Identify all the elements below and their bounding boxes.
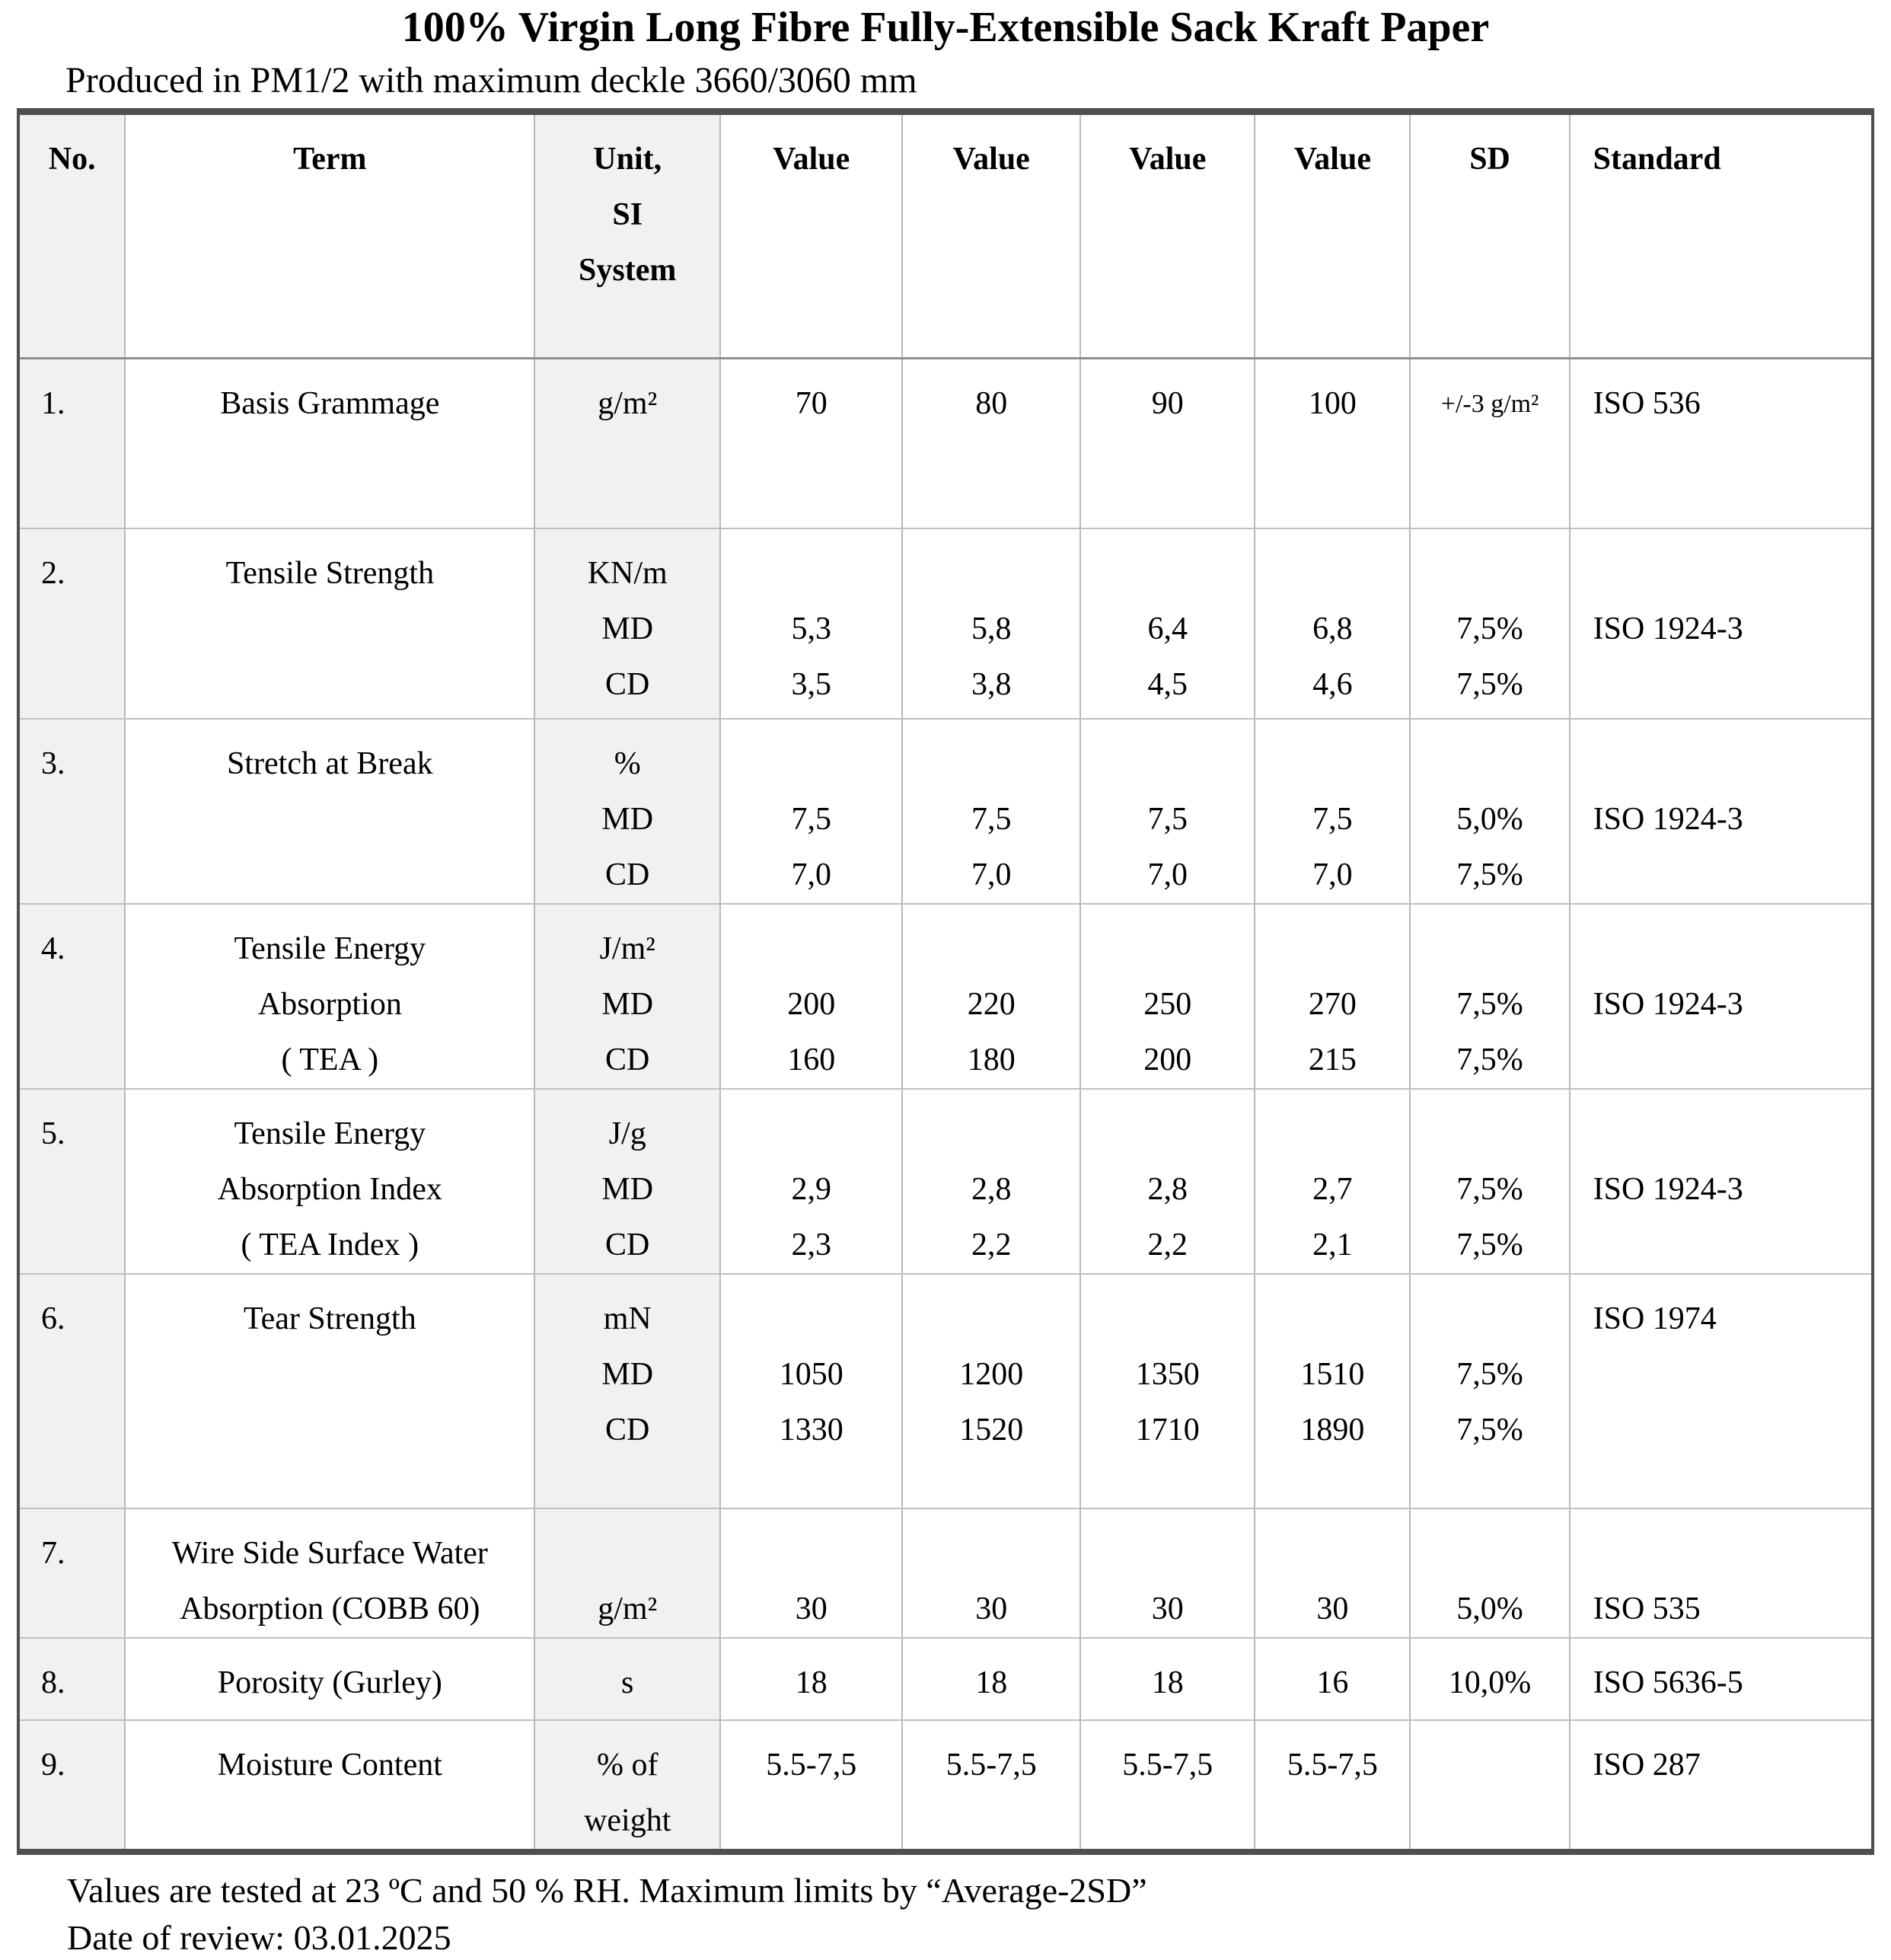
cell-line: 3,5 bbox=[791, 667, 831, 702]
cell-line: 80 bbox=[975, 386, 1008, 421]
spec-table bbox=[17, 108, 1874, 1855]
cell-line: 8. bbox=[41, 1665, 65, 1700]
cell-line: 7,5% bbox=[1456, 857, 1523, 892]
table-row bbox=[20, 1719, 1871, 1849]
cell-line bbox=[721, 546, 901, 602]
cell-line bbox=[721, 736, 901, 792]
cell-std bbox=[1569, 1721, 1871, 1849]
cell-line: % bbox=[614, 746, 641, 781]
cell-std bbox=[1569, 529, 1871, 718]
cell-line: 1710 bbox=[1135, 1413, 1200, 1448]
cell-line bbox=[1593, 546, 1871, 602]
cell-term bbox=[124, 905, 534, 1088]
cell-line: 1330 bbox=[779, 1413, 843, 1448]
cell-sd bbox=[1409, 1721, 1568, 1849]
cell-line: ISO 535 bbox=[1593, 1591, 1701, 1626]
cell-line: 10,0% bbox=[1448, 1665, 1532, 1700]
cell-line: 18 bbox=[975, 1665, 1008, 1700]
cell-line: 270 bbox=[1308, 987, 1357, 1022]
cell-v4 bbox=[1254, 1639, 1409, 1719]
table-row bbox=[20, 903, 1871, 1088]
cell-line: 7,5% bbox=[1456, 611, 1523, 646]
cell-line bbox=[1081, 1291, 1254, 1347]
cell-line: Absorption Index bbox=[217, 1172, 442, 1207]
cell-line: ISO 1924-3 bbox=[1593, 987, 1743, 1022]
table-row bbox=[20, 357, 1871, 528]
cell-line: Wire Side Surface Water bbox=[171, 1536, 488, 1571]
cell-v3 bbox=[1079, 359, 1254, 528]
cell-v2 bbox=[901, 1639, 1079, 1719]
cell-line: Tensile Energy bbox=[234, 931, 426, 966]
cell-line: 7,5% bbox=[1456, 1413, 1523, 1448]
cell-line bbox=[1255, 1526, 1409, 1582]
cell-line: CD bbox=[605, 667, 650, 702]
cell-term bbox=[124, 1509, 534, 1637]
header-cell-v1 bbox=[719, 115, 901, 357]
cell-line: 5,0% bbox=[1456, 1591, 1523, 1626]
cell-line: MD bbox=[601, 1172, 654, 1207]
cell-line: 4,5 bbox=[1147, 667, 1188, 702]
cell-no bbox=[20, 359, 124, 528]
cell-line: 1510 bbox=[1300, 1357, 1365, 1392]
cell-line: % of bbox=[596, 1748, 659, 1783]
cell-line: Value bbox=[1293, 142, 1371, 177]
cell-line: g/m² bbox=[598, 386, 658, 421]
cell-v4 bbox=[1254, 1090, 1409, 1273]
cell-std bbox=[1569, 1090, 1871, 1273]
cell-line: 250 bbox=[1143, 987, 1192, 1022]
cell-line bbox=[903, 736, 1079, 792]
cell-line: Absorption bbox=[257, 987, 402, 1022]
cell-line: ISO 1924-3 bbox=[1593, 1172, 1743, 1207]
cell-line: 200 bbox=[787, 987, 836, 1022]
cell-line bbox=[721, 1291, 901, 1347]
cell-v4 bbox=[1254, 1721, 1409, 1849]
cell-line: 215 bbox=[1308, 1042, 1357, 1077]
cell-line: 3,8 bbox=[971, 667, 1012, 702]
cell-line: 7,0 bbox=[1312, 857, 1353, 892]
cell-line: Unit, bbox=[593, 142, 662, 177]
cell-line: 3. bbox=[41, 746, 65, 781]
cell-line: 1520 bbox=[959, 1413, 1024, 1448]
cell-line: 200 bbox=[1143, 1042, 1192, 1077]
cell-line: Tensile Strength bbox=[225, 556, 435, 591]
cell-unit bbox=[534, 1721, 719, 1849]
cell-v4 bbox=[1254, 1509, 1409, 1637]
cell-line: 5. bbox=[41, 1116, 65, 1151]
cell-unit bbox=[534, 1639, 719, 1719]
cell-line: 2,1 bbox=[1312, 1227, 1353, 1263]
cell-line: ISO 287 bbox=[1593, 1748, 1701, 1783]
cell-v1 bbox=[719, 1721, 901, 1849]
cell-line: ISO 5636-5 bbox=[1593, 1665, 1743, 1700]
cell-line: 6,4 bbox=[1147, 611, 1188, 646]
cell-line: ISO 1974 bbox=[1593, 1301, 1717, 1336]
cell-line: 5.5-7,5 bbox=[766, 1748, 857, 1783]
cell-v1 bbox=[719, 529, 901, 718]
cell-std bbox=[1569, 359, 1871, 528]
cell-line: weight bbox=[584, 1803, 671, 1838]
cell-term bbox=[124, 1090, 534, 1273]
cell-line bbox=[1255, 1106, 1409, 1162]
cell-line: Tear Strength bbox=[243, 1301, 416, 1336]
cell-line: 2,9 bbox=[791, 1172, 831, 1207]
cell-line bbox=[721, 1526, 901, 1582]
cell-line: 7,5% bbox=[1456, 1042, 1523, 1077]
cell-line: 5,8 bbox=[971, 611, 1012, 646]
cell-line: 7,0 bbox=[791, 857, 831, 892]
cell-line: Standard bbox=[1593, 142, 1721, 177]
cell-line: mN bbox=[603, 1301, 652, 1336]
cell-line: 4,6 bbox=[1312, 667, 1353, 702]
header-cell-term bbox=[124, 115, 534, 357]
cell-std bbox=[1569, 1509, 1871, 1637]
cell-v1 bbox=[719, 1639, 901, 1719]
cell-line: 2,7 bbox=[1312, 1172, 1353, 1207]
page-title: 100% Virgin Long Fibre Fully-Extensible Sack Kraft Paper bbox=[401, 4, 1490, 51]
cell-line bbox=[1411, 1106, 1568, 1162]
cell-line: 2,2 bbox=[971, 1227, 1012, 1263]
cell-v2 bbox=[901, 1509, 1079, 1637]
cell-line: ( TEA Index ) bbox=[241, 1227, 419, 1263]
cell-term bbox=[124, 529, 534, 718]
cell-line bbox=[1255, 921, 1409, 977]
cell-std bbox=[1569, 1275, 1871, 1508]
page-subtitle: Produced in PM1/2 with maximum deckle 3660/3060 mm bbox=[65, 60, 917, 101]
cell-line: 9. bbox=[41, 1748, 65, 1783]
cell-v3 bbox=[1079, 1509, 1254, 1637]
cell-line bbox=[1593, 1106, 1871, 1162]
cell-line bbox=[1411, 1526, 1568, 1582]
header-cell-sd bbox=[1409, 115, 1568, 357]
cell-no bbox=[20, 905, 124, 1088]
cell-unit bbox=[534, 905, 719, 1088]
table-header-row bbox=[20, 115, 1871, 357]
cell-line: 7,5% bbox=[1456, 1172, 1523, 1207]
cell-line: 180 bbox=[967, 1042, 1016, 1077]
cell-line: 5.5-7,5 bbox=[1122, 1748, 1213, 1783]
cell-v1 bbox=[719, 359, 901, 528]
cell-line: Porosity (Gurley) bbox=[217, 1665, 442, 1700]
cell-line: Moisture Content bbox=[217, 1748, 442, 1783]
cell-line: Basis Grammage bbox=[220, 386, 440, 421]
cell-line bbox=[1255, 1291, 1409, 1347]
cell-line: Tensile Energy bbox=[234, 1116, 426, 1151]
cell-line bbox=[1081, 1526, 1254, 1582]
cell-v2 bbox=[901, 905, 1079, 1088]
cell-line: 5.5-7,5 bbox=[1287, 1748, 1378, 1783]
cell-no bbox=[20, 720, 124, 903]
cell-line: Value bbox=[952, 142, 1030, 177]
cell-term bbox=[124, 359, 534, 528]
cell-line: 16 bbox=[1316, 1665, 1349, 1700]
cell-v2 bbox=[901, 1275, 1079, 1508]
cell-line bbox=[1081, 546, 1254, 602]
footer bbox=[67, 1869, 1891, 1960]
cell-line: +/-3 g/m² bbox=[1440, 390, 1539, 418]
cell-line: 90 bbox=[1151, 386, 1184, 421]
cell-line: System bbox=[579, 253, 677, 288]
cell-line bbox=[903, 1291, 1079, 1347]
cell-line: 7,5% bbox=[1456, 1227, 1523, 1263]
cell-line: 18 bbox=[795, 1665, 828, 1700]
cell-unit bbox=[534, 720, 719, 903]
cell-line: CD bbox=[605, 857, 650, 892]
cell-no bbox=[20, 1509, 124, 1637]
cell-no bbox=[20, 1639, 124, 1719]
cell-v2 bbox=[901, 1721, 1079, 1849]
cell-std bbox=[1569, 905, 1871, 1088]
cell-line: 220 bbox=[967, 987, 1016, 1022]
cell-line: 1. bbox=[41, 386, 65, 421]
cell-v3 bbox=[1079, 1721, 1254, 1849]
cell-unit bbox=[534, 529, 719, 718]
header-cell-v4 bbox=[1254, 115, 1409, 357]
cell-line: 1200 bbox=[959, 1357, 1024, 1392]
cell-line bbox=[1593, 736, 1871, 792]
cell-line bbox=[903, 1526, 1079, 1582]
cell-line: 30 bbox=[975, 1591, 1008, 1626]
cell-sd bbox=[1409, 359, 1568, 528]
cell-line: 30 bbox=[1316, 1591, 1349, 1626]
cell-line: s bbox=[621, 1665, 634, 1700]
cell-line: CD bbox=[605, 1413, 650, 1448]
cell-sd bbox=[1409, 529, 1568, 718]
cell-line: MD bbox=[601, 611, 654, 646]
cell-line bbox=[1081, 736, 1254, 792]
cell-line: 2,3 bbox=[791, 1227, 831, 1263]
cell-v1 bbox=[719, 720, 901, 903]
cell-v4 bbox=[1254, 720, 1409, 903]
header-cell-no bbox=[20, 115, 124, 357]
cell-line: 7. bbox=[41, 1536, 65, 1571]
cell-sd bbox=[1409, 720, 1568, 903]
cell-term bbox=[124, 1721, 534, 1849]
cell-line: J/m² bbox=[599, 931, 655, 966]
cell-line: 7,5 bbox=[791, 802, 831, 837]
cell-term bbox=[124, 1639, 534, 1719]
cell-v3 bbox=[1079, 720, 1254, 903]
cell-line bbox=[903, 921, 1079, 977]
cell-line: 7,0 bbox=[1147, 857, 1188, 892]
cell-line: CD bbox=[605, 1227, 650, 1263]
cell-no bbox=[20, 1090, 124, 1273]
cell-line: Term bbox=[293, 142, 367, 177]
cell-line: 2,2 bbox=[1147, 1227, 1188, 1263]
cell-line bbox=[903, 546, 1079, 602]
cell-line: 1050 bbox=[779, 1357, 843, 1392]
cell-line bbox=[1411, 921, 1568, 977]
cell-line: g/m² bbox=[598, 1591, 658, 1626]
cell-v4 bbox=[1254, 1275, 1409, 1508]
cell-v2 bbox=[901, 1090, 1079, 1273]
cell-line bbox=[1593, 1526, 1871, 1582]
cell-sd bbox=[1409, 1639, 1568, 1719]
cell-line: 4. bbox=[41, 931, 65, 966]
cell-unit bbox=[534, 1509, 719, 1637]
cell-line: MD bbox=[601, 987, 654, 1022]
table-row bbox=[20, 1088, 1871, 1273]
cell-line: MD bbox=[601, 802, 654, 837]
header-cell-std bbox=[1569, 115, 1871, 357]
cell-line: 7,5% bbox=[1456, 1357, 1523, 1392]
cell-v3 bbox=[1079, 1275, 1254, 1508]
cell-line: CD bbox=[605, 1042, 650, 1077]
footer-note: Values are tested at 23 ºC and 50 % RH. Maximum limits by “Average-2SD” bbox=[67, 1871, 1147, 1910]
cell-sd bbox=[1409, 1275, 1568, 1508]
cell-line: 70 bbox=[795, 386, 828, 421]
cell-v2 bbox=[901, 720, 1079, 903]
cell-line bbox=[1081, 921, 1254, 977]
header-cell-unit bbox=[534, 115, 719, 357]
cell-v3 bbox=[1079, 529, 1254, 718]
cell-line bbox=[1255, 736, 1409, 792]
cell-v3 bbox=[1079, 1639, 1254, 1719]
cell-line: 18 bbox=[1151, 1665, 1184, 1700]
cell-line bbox=[903, 1106, 1079, 1162]
cell-line: 30 bbox=[1151, 1591, 1184, 1626]
cell-v4 bbox=[1254, 529, 1409, 718]
cell-line: 7,5 bbox=[971, 802, 1012, 837]
cell-line: 7,0 bbox=[971, 857, 1012, 892]
cell-sd bbox=[1409, 1509, 1568, 1637]
cell-line: 30 bbox=[795, 1591, 828, 1626]
cell-v1 bbox=[719, 1090, 901, 1273]
cell-v3 bbox=[1079, 905, 1254, 1088]
cell-line: J/g bbox=[608, 1116, 646, 1151]
cell-line bbox=[721, 1106, 901, 1162]
cell-line: 7,5% bbox=[1456, 667, 1523, 702]
cell-line: No. bbox=[48, 142, 96, 177]
cell-line: 100 bbox=[1308, 386, 1357, 421]
cell-line bbox=[1411, 1291, 1568, 1347]
cell-line bbox=[721, 921, 901, 977]
cell-line bbox=[1593, 921, 1871, 977]
cell-line: 5,0% bbox=[1456, 802, 1523, 837]
cell-line bbox=[1411, 546, 1568, 602]
cell-line: 1890 bbox=[1300, 1413, 1365, 1448]
cell-line: 6. bbox=[41, 1301, 65, 1336]
cell-unit bbox=[534, 1275, 719, 1508]
cell-v1 bbox=[719, 1275, 901, 1508]
cell-line bbox=[1411, 1738, 1568, 1793]
cell-line bbox=[535, 1526, 719, 1582]
cell-no bbox=[20, 1275, 124, 1508]
table-row bbox=[20, 718, 1871, 903]
cell-line: 2,8 bbox=[1147, 1172, 1188, 1207]
cell-sd bbox=[1409, 905, 1568, 1088]
cell-v3 bbox=[1079, 1090, 1254, 1273]
cell-line: ( TEA ) bbox=[281, 1042, 379, 1077]
cell-line bbox=[1411, 736, 1568, 792]
cell-v4 bbox=[1254, 905, 1409, 1088]
cell-sd bbox=[1409, 1090, 1568, 1273]
cell-line: 7,5 bbox=[1312, 802, 1353, 837]
table-row bbox=[20, 1508, 1871, 1637]
cell-line: 7,5% bbox=[1456, 987, 1523, 1022]
cell-line: 5.5-7,5 bbox=[946, 1748, 1037, 1783]
cell-std bbox=[1569, 1639, 1871, 1719]
cell-no bbox=[20, 1721, 124, 1849]
cell-line bbox=[1255, 546, 1409, 602]
cell-line: 160 bbox=[787, 1042, 836, 1077]
table-row bbox=[20, 1637, 1871, 1719]
cell-line: MD bbox=[601, 1357, 654, 1392]
footer-date: Date of review: 03.01.2025 bbox=[67, 1918, 451, 1957]
header-cell-v2 bbox=[901, 115, 1079, 357]
cell-v2 bbox=[901, 359, 1079, 528]
cell-no bbox=[20, 529, 124, 718]
cell-line: Stretch at Break bbox=[227, 746, 433, 781]
cell-line: 2. bbox=[41, 556, 65, 591]
cell-v4 bbox=[1254, 359, 1409, 528]
cell-v1 bbox=[719, 1509, 901, 1637]
cell-line: ISO 1924-3 bbox=[1593, 611, 1743, 646]
cell-line: Absorption (COBB 60) bbox=[180, 1591, 480, 1626]
cell-line: 5,3 bbox=[791, 611, 831, 646]
cell-line: 7,5 bbox=[1147, 802, 1188, 837]
cell-line: 2,8 bbox=[971, 1172, 1012, 1207]
cell-line: KN/m bbox=[587, 556, 668, 591]
cell-term bbox=[124, 1275, 534, 1508]
cell-line: Value bbox=[1129, 142, 1207, 177]
cell-line: ISO 1924-3 bbox=[1593, 802, 1743, 837]
header-cell-v3 bbox=[1079, 115, 1254, 357]
cell-line bbox=[1081, 1106, 1254, 1162]
table-row bbox=[20, 528, 1871, 718]
cell-line: ISO 536 bbox=[1593, 386, 1701, 421]
cell-line: 1350 bbox=[1135, 1357, 1200, 1392]
cell-v1 bbox=[719, 905, 901, 1088]
cell-term bbox=[124, 720, 534, 903]
cell-unit bbox=[534, 1090, 719, 1273]
cell-std bbox=[1569, 720, 1871, 903]
spec-sheet-page bbox=[0, 3, 1891, 1957]
cell-line: Value bbox=[773, 142, 850, 177]
table-row bbox=[20, 1273, 1871, 1508]
cell-v2 bbox=[901, 529, 1079, 718]
cell-line: 6,8 bbox=[1312, 611, 1353, 646]
cell-line: SI bbox=[612, 197, 643, 232]
cell-unit bbox=[534, 359, 719, 528]
cell-line: SD bbox=[1469, 142, 1510, 177]
